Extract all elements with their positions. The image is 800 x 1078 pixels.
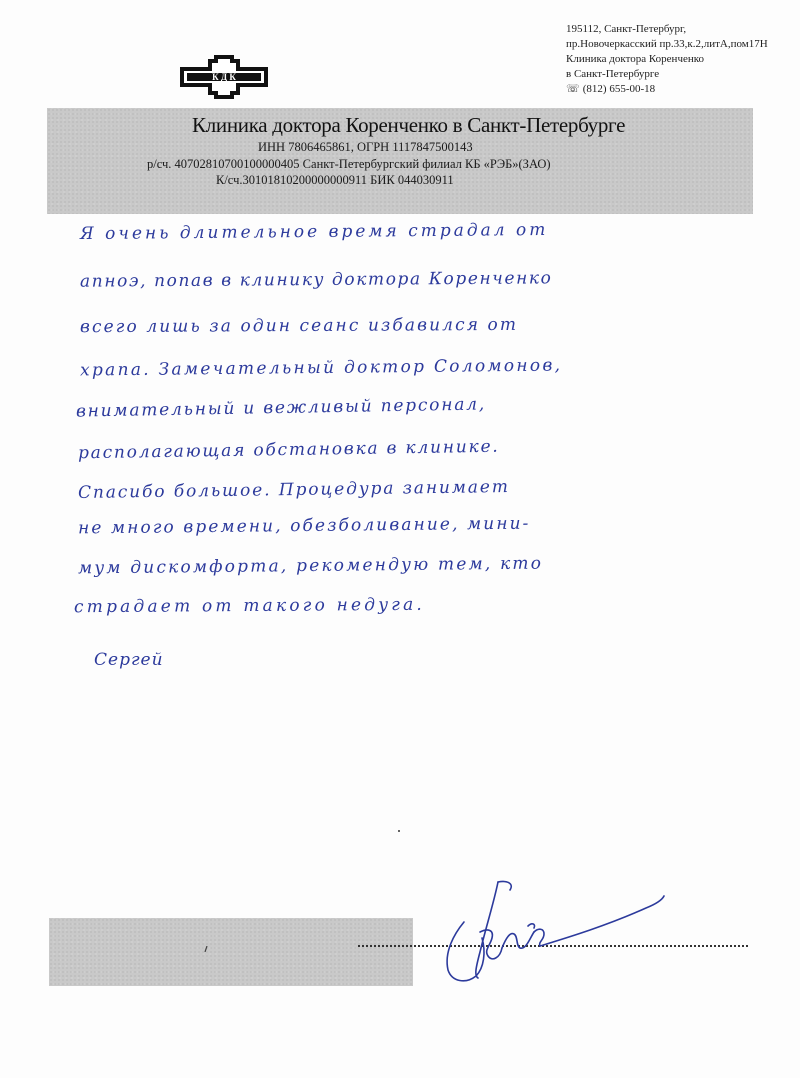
address-line-4: в Санкт-Петербурге (566, 68, 660, 80)
stray-dot (398, 830, 400, 832)
address-line-3: Клиника доктора Коренченко (566, 53, 705, 65)
review-line: Спасибо большое. Процедура занимает (77, 476, 510, 504)
address-phone: (812) 655-00-18 (582, 83, 656, 95)
inn-ogrn: ИНН 7806465861, ОГРН 1117847500143 (258, 140, 473, 154)
review-line: внимательный и вежливый персонал, (75, 394, 487, 422)
reviewer-name: Сергей (94, 650, 164, 670)
address-phone-line (566, 82, 791, 97)
review-line: располагающая обстановка в клинике. (77, 436, 500, 464)
clinic-address-block (566, 22, 791, 97)
clinic-title: Клиника доктора Коренченко в Санкт-Петербурге (192, 113, 626, 137)
review-line: мум дискомфорта, рекомендую тем, кто (77, 553, 544, 579)
bank-account: р/сч. 40702810700100000405 Санкт-Петербургский филиал КБ «РЭБ»(ЗАО) (147, 157, 551, 171)
address-line-2: пр.Новочеркасский пр.33,к.2,литА,пом17Н (566, 38, 768, 50)
review-line: Я очень длительное время страдал от (79, 219, 549, 245)
address-line-1: 195112, Санкт-Петербург, (566, 23, 687, 35)
logo-text: К Д К (212, 72, 236, 82)
review-line: всего лишь за один сеанс избавился от (79, 314, 519, 338)
footer-mark (203, 946, 209, 952)
review-line: страдает от такого недуга. (73, 594, 426, 618)
clinic-logo (178, 53, 270, 101)
footer-band (49, 918, 413, 986)
review-line: апноэ, попав в клинику доктора Коренченко (79, 268, 553, 292)
correspondent-account: К/сч.30101810200000000911 БИК 044030911 (216, 173, 454, 187)
review-line: храпа. Замечательный доктор Соломонов, (79, 355, 563, 381)
review-line: не много времени, обезболивание, мини- (77, 513, 531, 539)
phone-icon: ☏ (566, 83, 580, 95)
handwritten-signature (436, 872, 666, 987)
